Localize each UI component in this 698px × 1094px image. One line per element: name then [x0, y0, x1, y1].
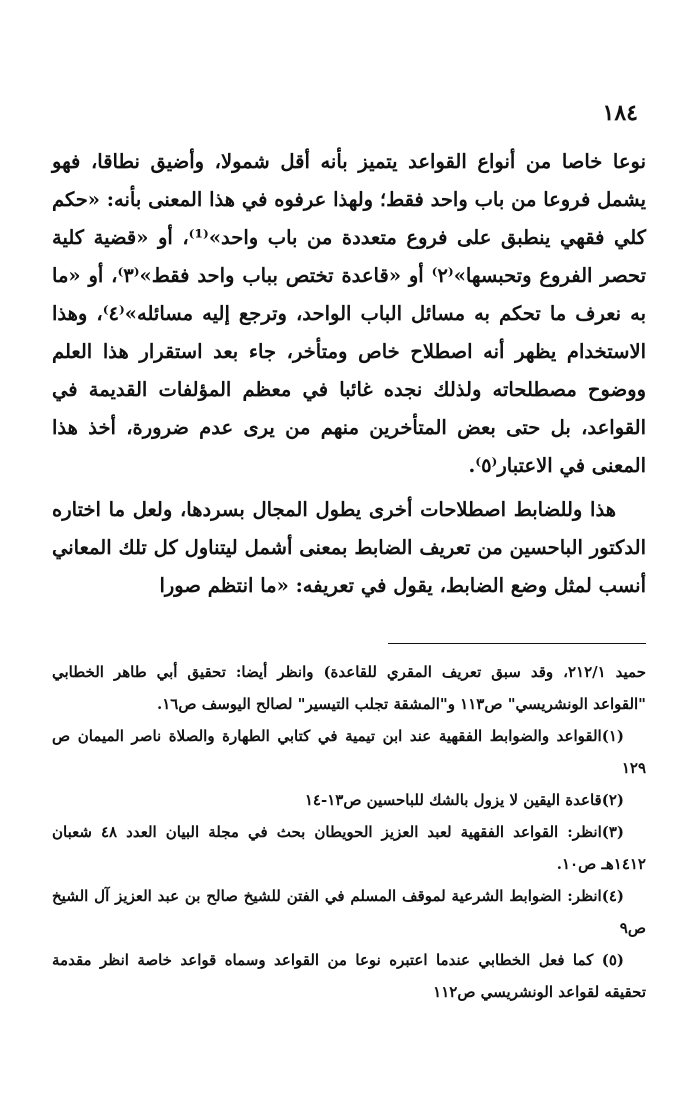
footnote-3: (٣)انظر: القواعد الفقهية لعبد العزيز الحويطان بحث في مجلة البيان العدد ٤٨ شعبان ١٤١٢هـ ص١٠. [52, 823, 646, 873]
paragraph-1: نوعا خاصا من أنواع القواعد يتميز بأنه أقل شمولا، وأضيق نطاقا، فهو يشمل فروعا من باب واحد فقط؛ ولهذا عرفوه في هذا المعنى بأنه: «حكم كلي فقهي ينطبق على فروع متعددة من باب واحد»⁽¹⁾، أو «قضية كلية تحصر الفروع وتحبسها»⁽٢⁾ أو «قاعدة تختص بباب واحد فقط»⁽٣⁾، أو «ما به نعرف ما تحكم به مسائل الباب الواحد، وترجع إليه مسائله»⁽٤⁾، وهذا الاستخدام يظهر أنه اصطلاح خاص ومتأخر، جاء بعد استقرار هذا العلم ووضوح مصطلحاته ولذلك نجده غائبا في معظم المؤلفات القديمة في القواعد، بل حتى بعض المتأخرين منهم من يرى عدم ضرورة، أخذ هذا المعنى في الاعتبار⁽٥⁾. [52, 150, 646, 477]
main-text [52, 143, 646, 605]
paragraph-2: هذا وللضابط اصطلاحات أخرى يطول المجال بسردها، ولعل ما اختاره الدكتور الباحسين من تعريف الضابط بمعنى أشمل ليتناول كل تلك المعاني أنسب لمثل وضع الضابط، يقول في تعريفه: «ما انتظم صورا [52, 498, 646, 597]
page-number: ١٨٤ [602, 100, 638, 126]
footnote-separator [388, 643, 646, 644]
footnote-4: (٤)انظر: الضوابط الشرعية لموقف المسلم في الفتن للشيخ صالح بن عبد العزيز آل الشيخ ص٩ [52, 887, 646, 937]
footnote-1: (١)القواعد والضوابط الفقهية عند ابن تيمية في كتابي الطهارة والصلاة ناصر الميمان ص ١٢٩ [52, 727, 646, 777]
footnotes [52, 656, 646, 1008]
footnote-5: (٥) كما فعل الخطابي عندما اعتبره نوعا من القواعد وسماه قواعد خاصة انظر مقدمة تحقيقه لقواعد الونشريسي ص١١٢ [52, 951, 646, 1001]
footnote-continuation: حميد ٢١٢/١، وقد سبق تعريف المقري للقاعدة) وانظر أيضا: تحقيق أبي طاهر الخطابي "القواعد الونشريسي" ص١١٣ و"المشقة تجلب التيسير" لصالح اليوسف ص١٦. [52, 663, 646, 713]
footnote-2: (٢)قاعدة اليقين لا يزول بالشك للباحسين ص١٣-١٤ [304, 791, 624, 809]
